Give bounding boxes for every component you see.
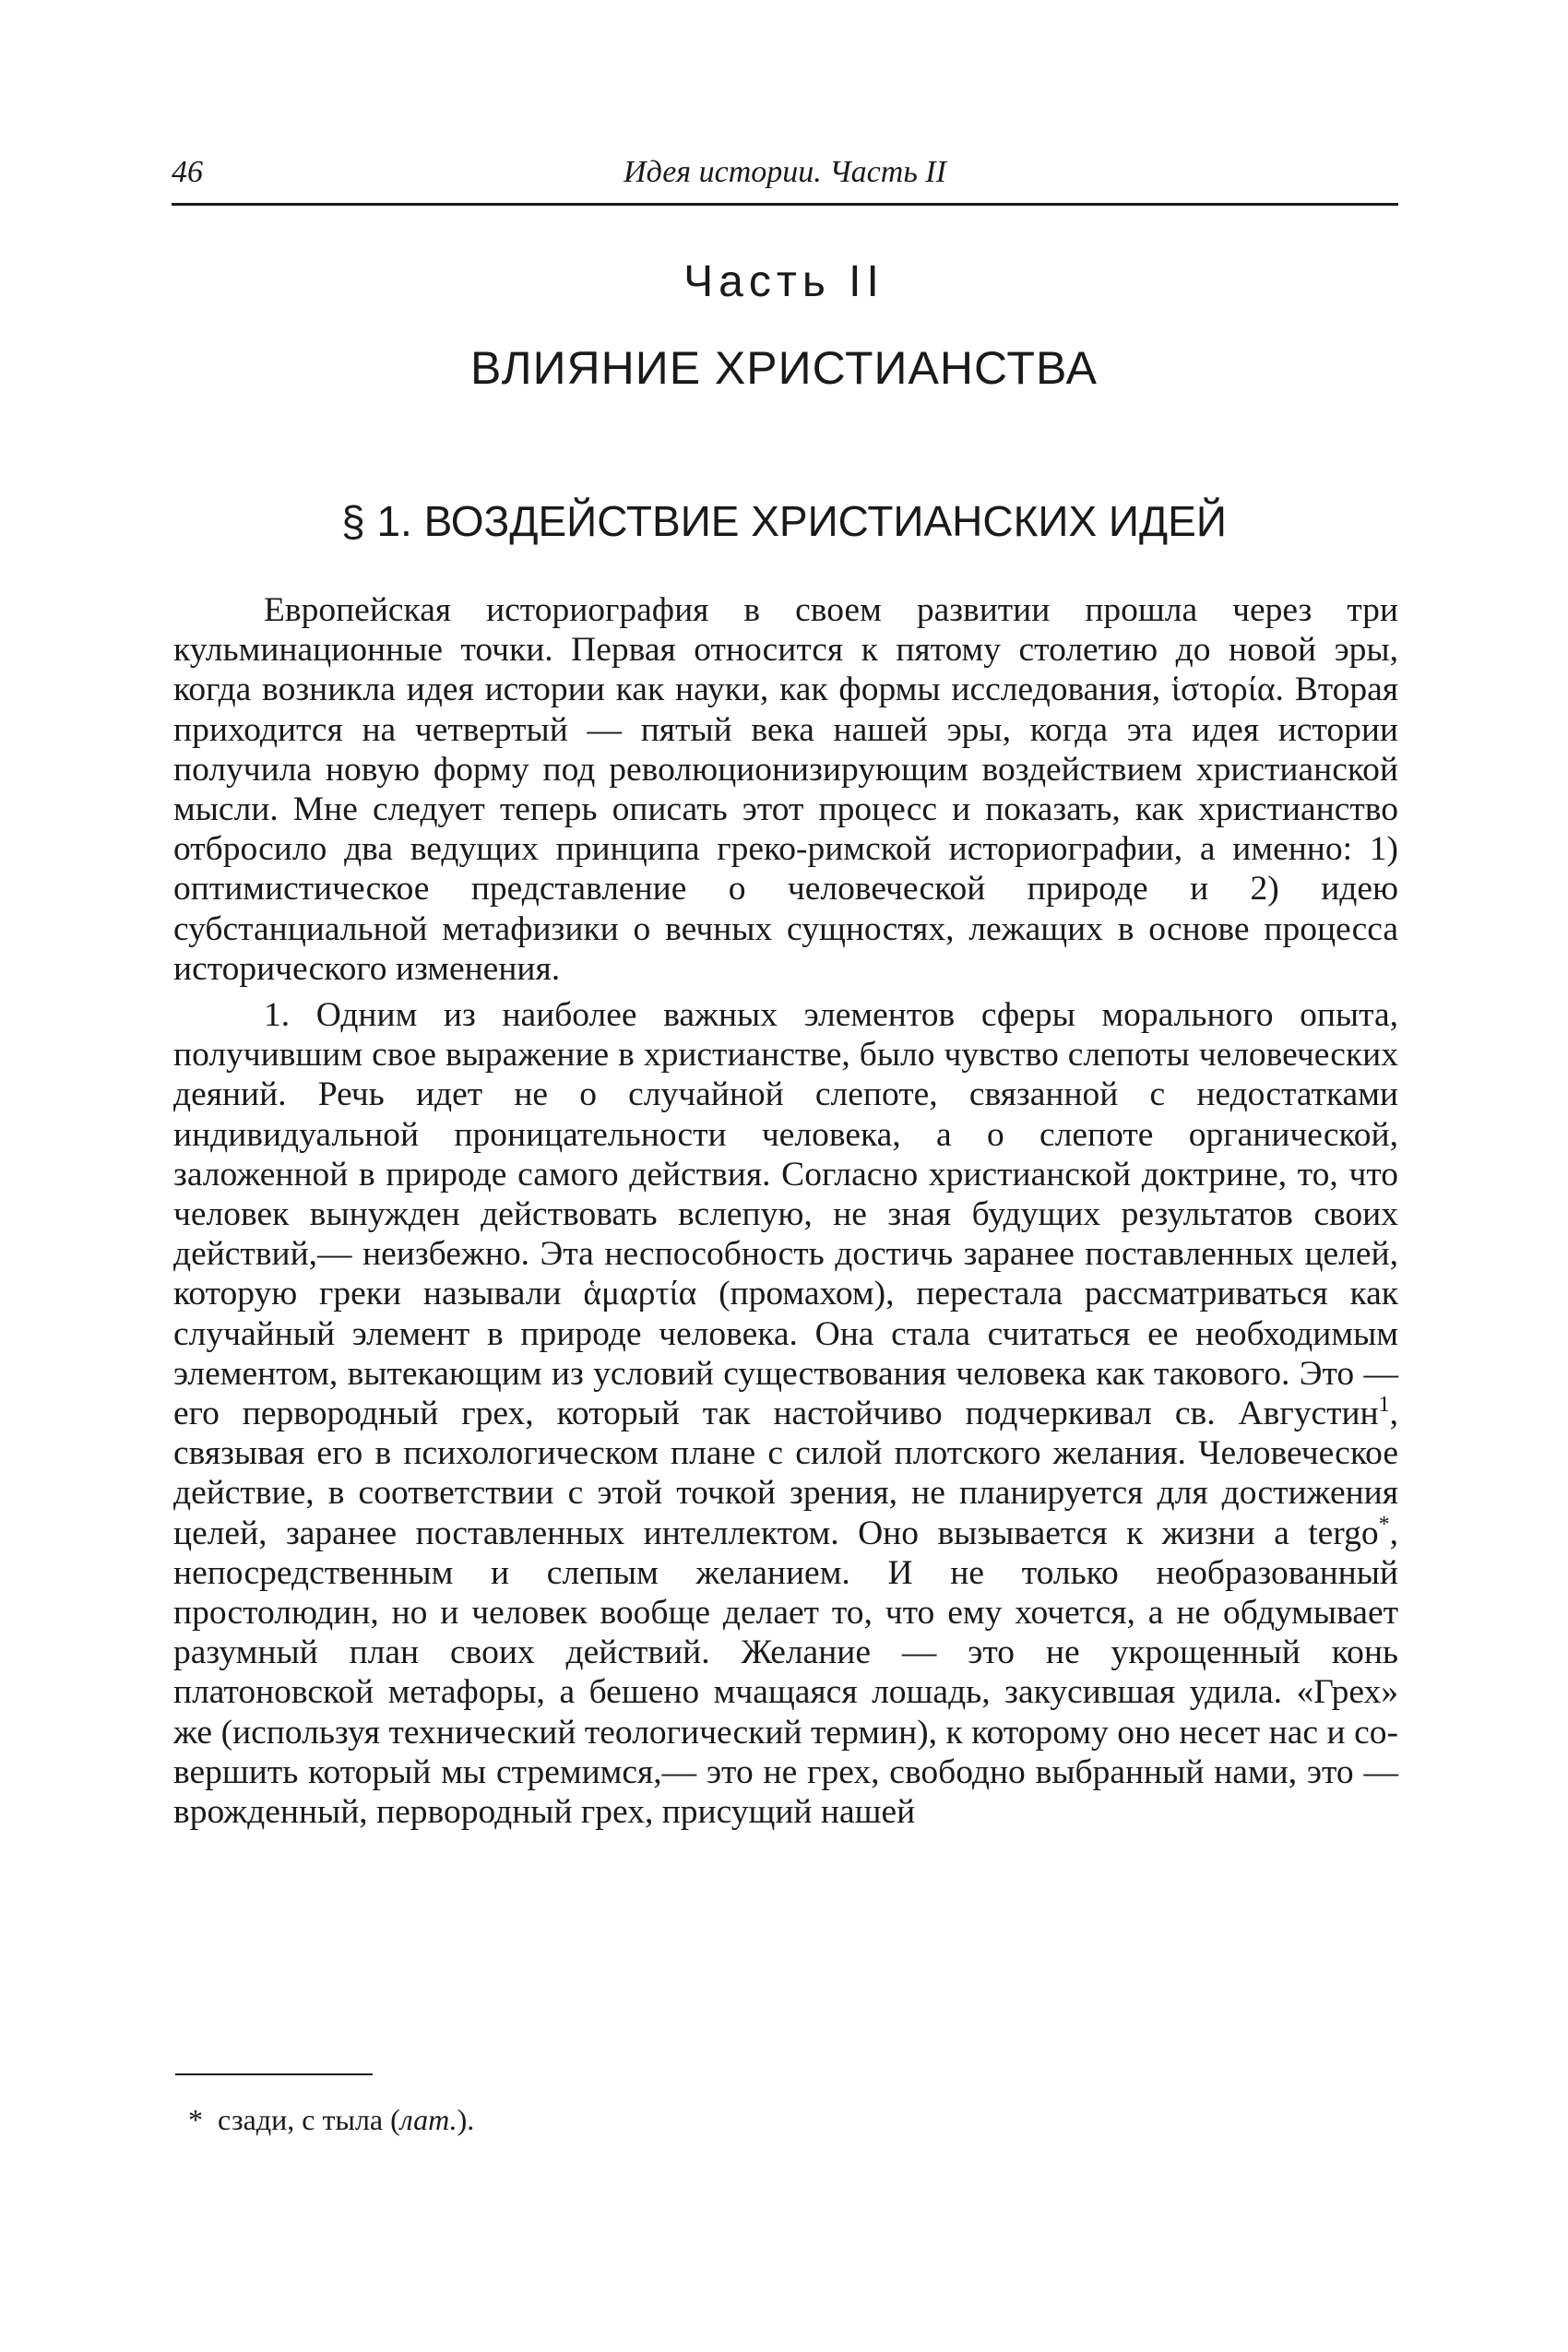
header-rule xyxy=(172,203,1398,206)
footnote-rule xyxy=(175,2073,373,2075)
footnote-close: ). xyxy=(457,2103,475,2136)
running-header xyxy=(172,155,1398,201)
section-title: § 1. ВОЗДЕЙСТВИЕ ХРИСТИАНСКИХ ИДЕЙ xyxy=(341,497,1227,545)
body-text xyxy=(173,590,1398,1832)
page-number: 46 xyxy=(172,155,203,189)
running-title: Идея истории. Часть II xyxy=(624,155,946,189)
footnote-text: сзади, с тыла ( xyxy=(218,2103,400,2136)
paragraph-1: Европейская историография в своем развитии прошла через три кульминационные точки. Первая относится к пятому столетию до новой эры, когда возникла идея истории как науки, как формы исследования, ἱστορία. Вторая приходится на четвертый — пятый века нашей эры, когда эта идея истории получила новую форму под революционизирующим воздействием христианской мысли. Мне следует теперь описать этот процесс и показать, как христианство отбросило два ведущих принципа греко-римской историографии, а именно: 1) оптимистическое представление о человеческой природе и 2) идею субстанциальной метафизики о вечных сущностях, лежащих в основе процесса исторического изменения. xyxy=(173,591,1398,988)
footnote-abbr: лат. xyxy=(399,2103,457,2136)
footnote xyxy=(188,2103,474,2137)
paragraph-2 xyxy=(173,995,1398,1832)
paragraph-2-text-a: 1. Одним из наиболее важных элементов сферы морального опыта, получившим свое выражение в христианстве, было чувство слепоты человеческих деяний. Речь идет не о случайной слепоте, связанной с недостатками индивидуальной проницательности человека, а о слепоте органической, заложенной в природе самого действия. Согласно христианской доктрине, то, что человек вынужден действовать вслепую, не зная будущих результатов своих действий,— неизбежно. Эта неспособность достичь заранее поставленных целей, которую греки называли ἁμαρτία (промахом), перестала рассматриваться как случайный элемент в природе человека. Она стала считаться ее необходимым элементом, вытекающим из условий существования человека как такового. Это — его первородный грех, который так настойчиво подчеркивал св. Августин xyxy=(173,996,1398,1433)
footnote-ref-asterisk: * xyxy=(1378,1512,1390,1537)
paragraph-2-text-b: , связывая его в психологическом плане с силой плотского желания. Человеческое действие, в соответствии с этой точкой зрения, не планируется для достижения целей, заранее поставленных интеллектом. Оно вызывается к жизни a tergo xyxy=(173,1395,1398,1552)
part-subtitle: ВЛИЯНИЕ ХРИСТИАНСТВА xyxy=(470,342,1098,394)
paragraph-2-text-c: , непосредственным и слепым желанием. И не только необразованный простолюдин, но и человек вообще делает то, что ему хочется, а не обдумывает разумный план своих действий. Желание — это не укрощенный конь платоновской метафоры, а бешено мчащаяся лошадь, закусившая удила. «Грех» же (используя технический теологический термин), к которому оно несет нас и совершить который мы стремимся,— это не грех, свободно выбранный нами, это — врожденный, первородный грех, присущий нашей xyxy=(173,1514,1398,1832)
footnote-ref-1: 1 xyxy=(1378,1393,1390,1418)
footnote-marker: * xyxy=(188,2103,203,2136)
part-title: Часть II xyxy=(683,257,885,306)
